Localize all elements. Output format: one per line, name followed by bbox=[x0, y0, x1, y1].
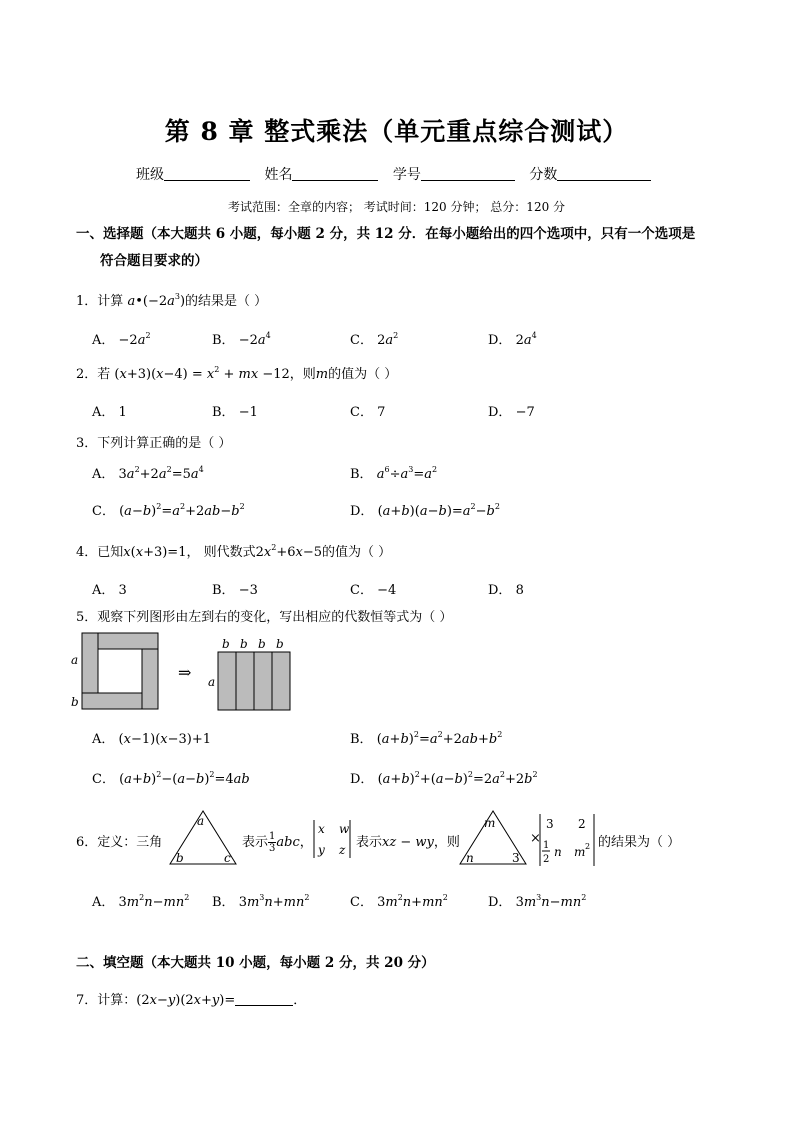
q5-figure bbox=[68, 630, 298, 712]
q1-option-c[interactable]: C． $2a^2$ bbox=[350, 331, 399, 348]
q2-option-b[interactable]: B． −1 bbox=[212, 405, 258, 420]
times-sign: × bbox=[530, 831, 541, 846]
svg-text:m: m bbox=[484, 816, 496, 830]
q5-option-c[interactable]: C． $(a+b)^2-(a-b)^2=4ab$ bbox=[92, 770, 250, 787]
name-field[interactable] bbox=[292, 166, 378, 181]
svg-text:a: a bbox=[208, 675, 216, 689]
q4-option-d[interactable]: D． 8 bbox=[488, 583, 524, 598]
label-a: a bbox=[71, 653, 79, 667]
question-3: 3．下列计算正确的是（ ） bbox=[76, 436, 232, 451]
question-6-label: 6．定义：三角 bbox=[76, 835, 163, 850]
definition-2: 表示xz − wy，则 bbox=[356, 835, 460, 850]
class-label: 班级 bbox=[136, 167, 164, 183]
exam-scope: 考试范围：全章的内容； 考试时间：120 分钟； 总分：120 分 bbox=[227, 200, 566, 214]
q2-option-a[interactable]: A． 1 bbox=[92, 405, 127, 420]
svg-text:2: 2 bbox=[578, 817, 586, 831]
q5-option-d[interactable]: D． $(a+b)^2+(a-b)^2=2a^2+2b^2$ bbox=[350, 770, 538, 787]
q3-option-a[interactable]: A． $3a^2+2a^2=5a^4$ bbox=[92, 465, 204, 482]
svg-text:y: y bbox=[318, 843, 325, 857]
svg-text:w: w bbox=[339, 822, 350, 836]
id-field[interactable] bbox=[421, 166, 515, 181]
q3-option-c[interactable]: C． $(a-b)^2=a^2+2ab-b^2$ bbox=[92, 502, 245, 519]
svg-text:n: n bbox=[554, 845, 562, 859]
question-4: 4．已知x(x+3)=1， 则代数式$2x^2+6x-5$的值为（ ） bbox=[76, 543, 392, 560]
page-title: 第 8 章 整式乘法（单元重点综合测试） bbox=[164, 117, 629, 146]
svg-text:m: m bbox=[574, 845, 586, 859]
q3-option-d[interactable]: D． $(a+b)(a-b)=a^2-b^2$ bbox=[350, 502, 500, 519]
question-5: 5．观察下列图形由左到右的变化，写出相应的代数恒等式为（ ） bbox=[76, 610, 453, 625]
triangle-abc-icon bbox=[166, 808, 240, 868]
triangle-mn3-icon bbox=[456, 808, 530, 868]
section1-heading: 一、选择题（本大题共 6 小题，每小题 2 分，共 12 分．在每小题给出的四个选项中，只有一个选项是 bbox=[76, 226, 696, 242]
determinant-xwyz bbox=[312, 818, 352, 860]
svg-text:2: 2 bbox=[543, 854, 550, 865]
svg-text:x: x bbox=[318, 822, 325, 836]
svg-text:b: b bbox=[222, 637, 230, 651]
q7-answer-blank[interactable] bbox=[235, 992, 293, 1006]
student-info bbox=[136, 164, 661, 184]
square-ring-figure bbox=[82, 633, 158, 709]
label-b: b bbox=[71, 695, 79, 709]
svg-text:2: 2 bbox=[585, 842, 591, 851]
id-label: 学号 bbox=[392, 167, 421, 183]
q1-option-b[interactable]: B． $-2a^4$ bbox=[212, 331, 271, 348]
q1-option-a[interactable]: A． $-2a^2$ bbox=[92, 331, 151, 348]
question-7: 7．计算：(2x−y)(2x+y)= ． bbox=[76, 993, 307, 1008]
svg-text:1: 1 bbox=[543, 840, 550, 851]
svg-text:3: 3 bbox=[546, 817, 554, 831]
question-1: 1．计算 $a•(-2a^3)$的结果是（ ） bbox=[76, 292, 268, 309]
class-field[interactable] bbox=[164, 166, 250, 181]
svg-text:z: z bbox=[339, 843, 346, 857]
svg-text:b: b bbox=[258, 637, 266, 651]
q5-option-b[interactable]: B． $(a+b)^2=a^2+2ab+b^2$ bbox=[350, 730, 503, 747]
q6-option-b[interactable]: B． $3m^3n+mn^2$ bbox=[212, 893, 310, 910]
determinant-3-2-half-n-m2 bbox=[538, 812, 596, 868]
strip-rectangle-figure bbox=[218, 652, 290, 710]
q1-option-d[interactable]: D． $2a^4$ bbox=[488, 331, 537, 348]
section2-heading: 二、填空题（本大题共 10 小题，每小题 2 分，共 20 分） bbox=[76, 955, 435, 971]
q6-option-a[interactable]: A． $3m^2n-mn^2$ bbox=[92, 893, 190, 910]
q4-option-c[interactable]: C． −4 bbox=[350, 583, 397, 598]
q2-option-d[interactable]: D． −7 bbox=[488, 405, 535, 420]
definition-1: 表示 $\frac{1}{3}$ abc， bbox=[242, 831, 313, 854]
svg-text:a: a bbox=[197, 814, 205, 828]
name-label: 姓名 bbox=[264, 167, 293, 183]
q5-option-a[interactable]: A． (x−1)(x−3)+1 bbox=[92, 732, 212, 747]
arrow-icon: ⇒ bbox=[178, 663, 192, 682]
q3-option-b[interactable]: B． $a^6\div a^3=a^2$ bbox=[350, 465, 438, 482]
score-field[interactable] bbox=[557, 166, 651, 181]
q6-option-c[interactable]: C． $3m^2n+mn^2$ bbox=[350, 893, 448, 910]
score-label: 分数 bbox=[529, 167, 558, 183]
q6-option-d[interactable]: D． $3m^3n-mn^2$ bbox=[488, 893, 587, 910]
svg-text:3: 3 bbox=[512, 851, 520, 865]
svg-text:c: c bbox=[224, 851, 231, 865]
svg-text:b: b bbox=[276, 637, 284, 651]
svg-text:b: b bbox=[240, 637, 248, 651]
q4-option-a[interactable]: A． 3 bbox=[92, 583, 127, 598]
section1-heading-cont: 符合题目要求的） bbox=[100, 253, 208, 269]
question-6-end: 的结果为（ ） bbox=[598, 835, 681, 850]
svg-text:b: b bbox=[176, 851, 184, 865]
q4-option-b[interactable]: B． −3 bbox=[212, 583, 258, 598]
svg-text:n: n bbox=[466, 851, 474, 865]
q2-option-c[interactable]: C． 7 bbox=[350, 405, 386, 420]
question-2: 2．若 $(x+3)(x-4) = x^2$ + mx −12，则m的值为（ ） bbox=[76, 365, 398, 382]
